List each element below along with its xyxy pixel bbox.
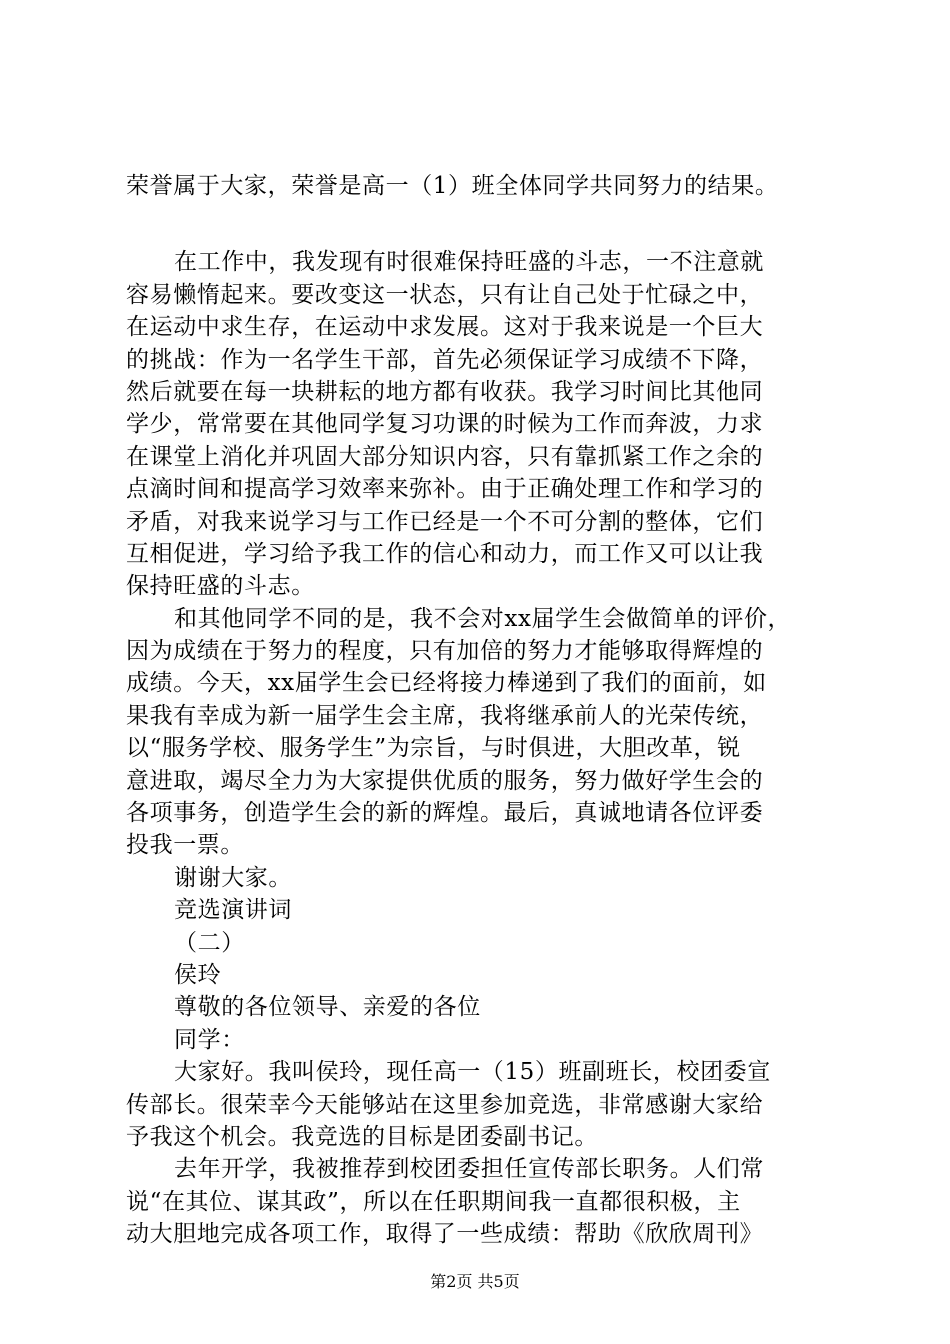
- text-line: 果我有幸成为新一届学生会主席，我将继承前人的光荣传统，: [126, 702, 764, 729]
- text-line: 在课堂上消化并巩固大部分知识内容，只有靠抓紧工作之余的: [126, 443, 764, 470]
- text-line: 在运动中求生存，在运动中求发展。这对于我来说是一个巨大: [126, 314, 764, 341]
- paragraph-gap: [126, 202, 838, 246]
- text-line: 和其他同学不同的是，我不会对xx届学生会做简单的评价，: [174, 605, 792, 632]
- text-line: 在工作中，我发现有时很难保持旺盛的斗志，一不注意就: [174, 249, 764, 276]
- text-line: 传部长。很荣幸今天能够站在这里参加竞选，非常感谢大家给: [126, 1091, 764, 1118]
- text-line: 以“服务学校、服务学生”为宗旨，与时俱进，大胆改革，锐: [126, 735, 741, 762]
- text-line: 的挑战：作为一名学生干部，首先必须保证学习成绩不下降，: [126, 346, 764, 373]
- page-footer: [0, 1272, 950, 1292]
- text-line: 矛盾，对我来说学习与工作已经是一个不可分割的整体，它们: [126, 508, 764, 535]
- document-body: [126, 170, 838, 1251]
- text-line: 荣誉属于大家，荣誉是高一（1）班全体同学共同努力的结果。: [126, 173, 779, 199]
- text-line: 尊敬的各位领导、亲爱的各位: [174, 994, 481, 1021]
- text-line: 动大胆地完成各项工作，取得了一些成绩：帮助《欣欣周刊》: [126, 1221, 764, 1248]
- text-line: 同学：: [174, 1026, 245, 1053]
- text-line: 互相促进，学习给予我工作的信心和动力，而工作又可以让我: [126, 540, 764, 567]
- text-line: （二）: [174, 929, 245, 956]
- text-line: 保持旺盛的斗志。: [126, 573, 315, 600]
- text-line: 意进取，竭尽全力为大家提供优质的服务，努力做好学生会的: [126, 767, 764, 794]
- text-line: 大家好。我叫侯玲，现任高一（15）班副班长，校团委宣: [174, 1059, 771, 1086]
- text-line: 各项事务，创造学生会的新的辉煌。最后，真诚地请各位评委: [126, 800, 764, 827]
- text-line: 侯玲: [174, 961, 222, 988]
- text-line: 谢谢大家。: [174, 864, 292, 891]
- page-number-label: 第2页 共5页: [430, 1272, 520, 1291]
- text-line: 去年开学，我被推荐到校团委担任宣传部长职务。人们常: [174, 1156, 764, 1183]
- text-line: 因为成绩在于努力的程度，只有加倍的努力才能够取得辉煌的: [126, 638, 764, 665]
- text-line: 成绩。今天，xx届学生会已经将接力棒递到了我们的面前，如: [126, 670, 767, 697]
- text-line: 予我这个机会。我竞选的目标是团委副书记。: [126, 1123, 598, 1150]
- text-line: 容易懒惰起来。要改变这一状态，只有让自己处于忙碌之中，: [126, 281, 764, 308]
- text-line: 学少，常常要在其他同学复习功课的时候为工作而奔波，力求: [126, 411, 764, 438]
- text-line: 竞选演讲词: [174, 897, 292, 924]
- text-line: 然后就要在每一块耕耘的地方都有收获。我学习时间比其他同: [126, 378, 764, 405]
- text-line: 投我一票。: [126, 832, 244, 859]
- text-line: 点滴时间和提高学习效率来弥补。由于正确处理工作和学习的: [126, 476, 764, 503]
- text-line: 说“在其位、谋其政”，所以在任职期间我一直都很积极，主: [126, 1188, 741, 1215]
